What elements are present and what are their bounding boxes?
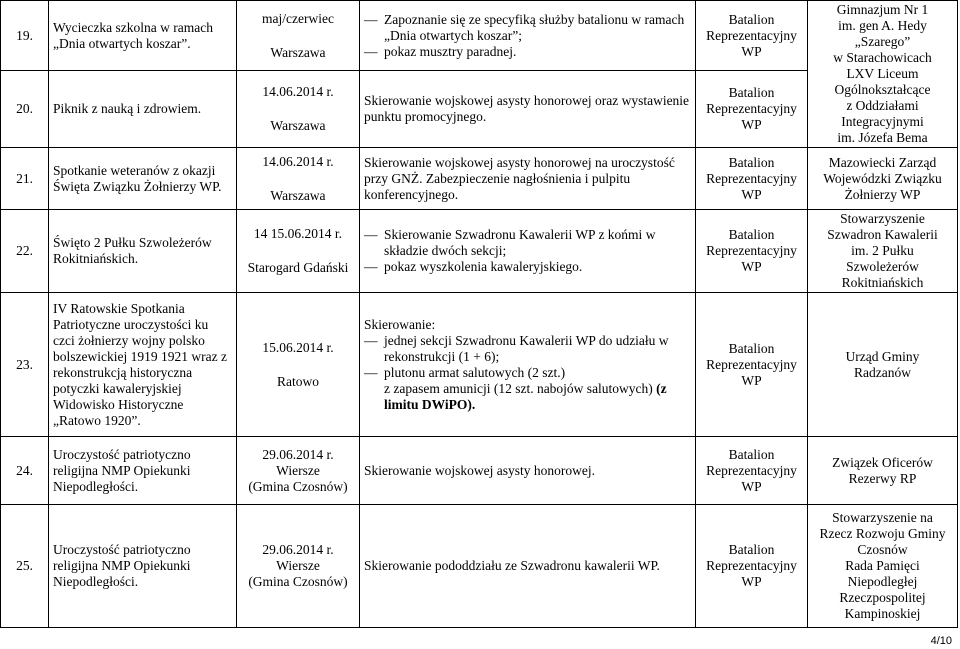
event-description: Skierowanie wojskowej asysty honorowej oraz wystawienie punktu promocyjnego. [360,71,696,148]
military-unit: Batalion Reprezentacyjny WP [696,437,808,505]
event-name: Spotkanie weteranów z okazji Święta Związku Żołnierzy WP. [49,148,237,210]
event-date: 14.06.2014 r. Warszawa [237,148,360,210]
partner-organization: Stowarzyszenie na Rzecz Rozwoju Gminy Czosnów Rada Pamięci Niepodległej Rzeczpospolitej Kampinoskiej [808,505,958,628]
table-row [1,1,958,71]
event-description: — Zapoznanie się ze specyfiką służby batalionu w ramach „Dnia otwartych koszar”; — pokaz musztry paradnej. [360,1,696,71]
event-description: — Skierowanie Szwadronu Kawalerii WP z końmi w składzie dwóch sekcji; — pokaz wyszkolenia kawaleryjskiego. [360,210,696,293]
event-name: Uroczystość patriotyczno religijna NMP Opiekunki Niepodległości. [49,505,237,628]
event-name: Święto 2 Pułku Szwoleżerów Rokitniańskich. [49,210,237,293]
table-row [1,148,958,210]
event-date: 14.06.2014 r. Warszawa [237,71,360,148]
event-name: Wycieczka szkolna w ramach „Dnia otwartych koszar”. [49,1,237,71]
row-number: 24. [1,437,49,505]
military-unit: Batalion Reprezentacyjny WP [696,293,808,437]
partner-organization: Stowarzyszenie Szwadron Kawalerii im. 2 Pułku Szwoleżerów Rokitniańskich [808,210,958,293]
table-row [1,505,958,628]
event-description: Skierowanie wojskowej asysty honorowej na uroczystość przy GNŻ. Zabezpieczenie nagłośnienia i pulpitu konferencyjnego. [360,148,696,210]
event-description: Skierowanie pododdziału ze Szwadronu kawalerii WP. [360,505,696,628]
event-date: 29.06.2014 r. Wiersze (Gmina Czosnów) [237,437,360,505]
row-number: 21. [1,148,49,210]
page-number: 4/10 [930,635,952,647]
event-date: 15.06.2014 r. Ratowo [237,293,360,437]
row-number: 20. [1,71,49,148]
table-row [1,210,958,293]
row-number: 23. [1,293,49,437]
event-name: Piknik z nauką i zdrowiem. [49,71,237,148]
event-description: Skierowanie: — jednej sekcji Szwadronu Kawalerii WP do udziału w rekonstrukcji (1 + 6); — plutonu armat salutowych (2 szt.) z zapasem amunicji (12 szt. nabojów salutowych) (z limitu DWiPO). [360,293,696,437]
partner-organization: Urząd Gminy Radzanów [808,293,958,437]
table-row [1,437,958,505]
military-unit: Batalion Reprezentacyjny WP [696,1,808,71]
event-date: maj/czerwiec Warszawa [237,1,360,71]
table-row [1,293,958,437]
partner-organization: Gimnazjum Nr 1 im. gen A. Hedy „Szarego” w Starachowicach LXV Liceum Ogólnokształcące z Oddziałami Integracyjnymi im. Józefa Bema [808,1,958,148]
event-date: 29.06.2014 r. Wiersze (Gmina Czosnów) [237,505,360,628]
military-unit: Batalion Reprezentacyjny WP [696,210,808,293]
partner-organization: Związek Oficerów Rezerwy RP [808,437,958,505]
military-unit: Batalion Reprezentacyjny WP [696,148,808,210]
partner-organization: Mazowiecki Zarząd Wojewódzki Związku Żołnierzy WP [808,148,958,210]
event-description: Skierowanie wojskowej asysty honorowej. [360,437,696,505]
row-number: 25. [1,505,49,628]
event-name: Uroczystość patriotyczno religijna NMP Opiekunki Niepodległości. [49,437,237,505]
row-number: 19. [1,1,49,71]
military-unit: Batalion Reprezentacyjny WP [696,71,808,148]
event-name: IV Ratowskie Spotkania Patriotyczne uroczystości ku czci żołnierzy wojny polsko bolszewickiej 1919 1921 wraz z rekonstrukcją historyczna potyczki kawaleryjskiej Widowisko Historyczne „Ratowo 1920”. [49,293,237,437]
event-date: 14 15.06.2014 r. Starogard Gdański [237,210,360,293]
row-number: 22. [1,210,49,293]
military-unit: Batalion Reprezentacyjny WP [696,505,808,628]
